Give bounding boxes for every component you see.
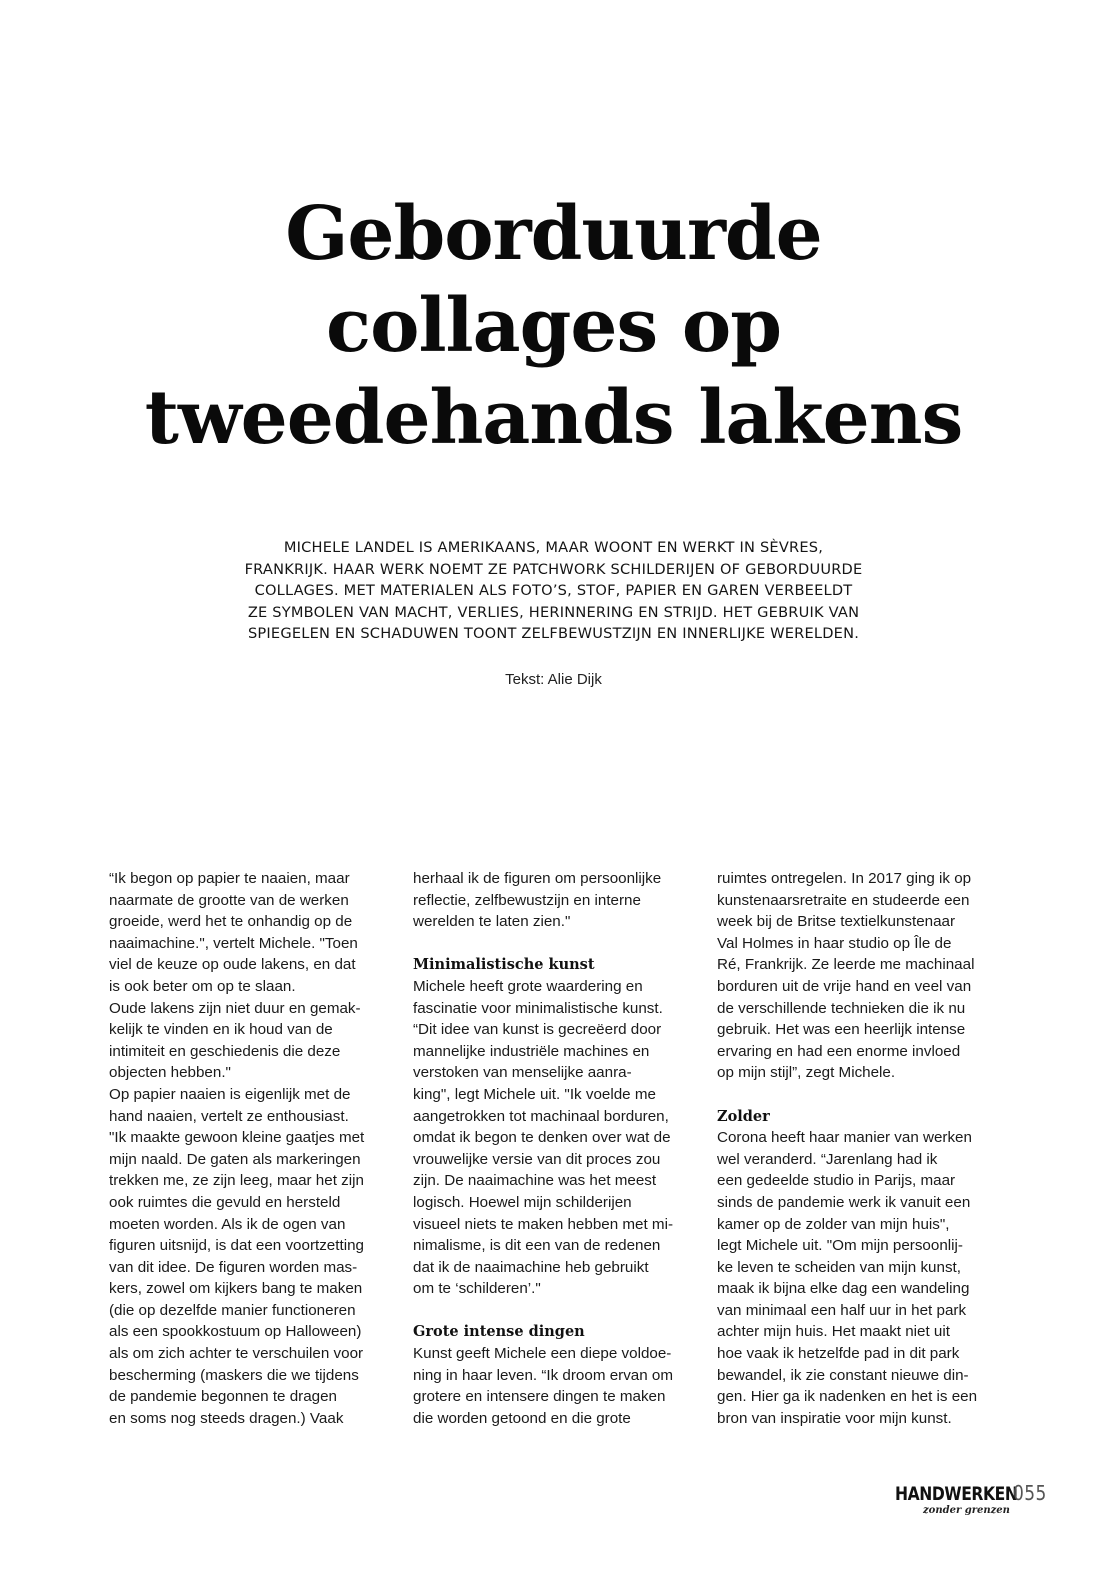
body-text-line: "Ik maakte gewoon kleine gaatjes met (109, 1129, 365, 1147)
body-text-line: van minimaal een half uur in het park (717, 1301, 967, 1319)
page-footer (895, 1483, 1055, 1523)
body-text-line: ruimtes ontregelen. In 2017 ging ik op (717, 870, 972, 887)
body-text-line: is ook beter om op te slaan. (109, 977, 296, 995)
body-text-line: objecten hebben." (109, 1064, 231, 1082)
body-text-line: als om zich achter te verschuilen voor (109, 1345, 364, 1363)
body-text-line: bewandel, ik zie constant nieuwe din- (717, 1366, 969, 1384)
body-text-line: Op papier naaien is eigenlijk met de (109, 1085, 351, 1103)
intro-line: COLLAGES. MET MATERIALEN ALS FOTO’S, STOF, PAPIER EN GAREN VERBEELDT (254, 582, 853, 599)
body-text-line: achter mijn huis. Het maakt niet uit (717, 1323, 950, 1341)
body-text-line: reflectie, zelfbewustzijn en interne (413, 891, 641, 909)
body-text-line: kers, zowel om kijkers bang te maken (109, 1280, 363, 1298)
body-text-line: week bij de Britse textielkunstenaar (717, 913, 956, 931)
title-line: Geborduurde (285, 191, 822, 277)
body-text-line: verstoken van menselijke aanra- (413, 1064, 632, 1082)
body-text-line: (die op dezelfde manier functioneren (109, 1301, 356, 1319)
body-text-line: werelden te laten zien." (413, 913, 571, 931)
body-text-line: en soms nog steeds dragen.) Vaak (109, 1409, 344, 1427)
body-text-line: intimiteit en geschiedenis die deze (109, 1042, 341, 1060)
body-text-line: viel de keuze op oude lakens, en dat (109, 956, 356, 974)
body-text-line: hand naaien, vertelt ze enthousiast. (109, 1107, 349, 1125)
title-line: tweedehands lakens (144, 375, 963, 461)
text-column-3 (717, 868, 997, 1429)
page-number: 055 (1013, 1481, 1047, 1505)
body-text-line: legt Michele uit. "Om mijn persoonlij- (717, 1237, 963, 1255)
section-heading-grote-intense-dingen: Grote intense dingen (413, 1323, 585, 1341)
body-text-line: groeide, werd het te onhandig op de (109, 913, 353, 931)
body-text-line: om te ‘schilderen’." (413, 1280, 541, 1298)
body-text-line: trekken me, ze zijn leeg, maar het zijn (109, 1172, 364, 1190)
section-heading-zolder: Zolder (717, 1107, 770, 1125)
body-text-line: ervaring en had een enorme invloed (717, 1042, 961, 1060)
paragraph-gap (717, 1084, 997, 1106)
body-text-line: naaimachine.", vertelt Michele. "Toen (109, 934, 358, 952)
body-text-line: sinds de pandemie werk ik vanuit een (717, 1193, 971, 1211)
author-credit: Tekst: Alie Dijk (505, 671, 602, 688)
section-heading-minimalistische-kunst: Minimalistische kunst (413, 956, 595, 974)
body-text-line: bron van inspiratie voor mijn kunst. (717, 1409, 952, 1427)
body-text-line: “Dit idee van kunst is gecreëerd door (413, 1021, 662, 1039)
intro-line: SPIEGELEN EN SCHADUWEN TOONT ZELFBEWUSTZIJN EN INNERLIJKE WERELDEN. (247, 625, 860, 642)
intro-line: MICHELE LANDEL IS AMERIKAANS, MAAR WOONT EN WERKT IN SÈVRES, (283, 539, 824, 556)
body-text-line: van dit idee. De figuren worden mas- (109, 1258, 358, 1276)
body-text-line: maak ik bijna elke dag een wandeling (717, 1280, 970, 1298)
body-text-line: mijn naald. De gaten als markeringen (109, 1150, 361, 1168)
body-text-line: Michele heeft grote waardering en (413, 977, 643, 995)
body-text-line: als een spookkostuum op Halloween) (109, 1323, 362, 1341)
body-text-line: kamer op de zolder van mijn huis", (717, 1215, 950, 1233)
body-text-line: fascinatie voor minimalistische kunst. (413, 999, 663, 1017)
body-text-line: borduren uit de vrije hand en veel van (717, 977, 972, 995)
body-text-line: visueel niets te maken hebben met mi- (413, 1215, 674, 1233)
body-text-line: hoe vaak ik hetzelfde pad in dit park (717, 1345, 960, 1363)
body-text-line: gen. Hier ga ik nadenken en het is een (717, 1388, 978, 1406)
body-text-line: op mijn stijl”, zegt Michele. (717, 1064, 896, 1082)
body-text-line: vrouwelijke versie van dit proces zou (413, 1150, 661, 1168)
body-text-line: moeten worden. Als ik de ogen van (109, 1215, 346, 1233)
body-text-line: logisch. Hoewel mijn schilderijen (413, 1193, 632, 1211)
body-text-line: “Ik begon op papier te naaien, maar (109, 870, 350, 887)
intro-line: FRANKRIJK. HAAR WERK NOEMT ZE PATCHWORK SCHILDERIJEN OF GEBORDUURDE (244, 560, 863, 578)
body-text-line: aangetrokken tot machinaal borduren, (413, 1107, 669, 1125)
body-text-line: de pandemie begonnen te dragen (109, 1388, 338, 1406)
body-text-line: gebruik. Het was een heerlijk intense (717, 1021, 966, 1039)
body-text-line: Oude lakens zijn niet duur en gemak- (109, 999, 361, 1017)
body-text-line: figuren uitsnijd, is dat een voortzetting (109, 1237, 364, 1255)
intro-paragraph (200, 537, 907, 645)
body-text-line: king", legt Michele uit. "Ik voelde me (413, 1085, 656, 1103)
paragraph-gap (413, 933, 693, 955)
body-text-line: de verschillende technieken die ik nu (717, 999, 966, 1017)
body-text-line: kunstenaarsretraite en studeerde een (717, 891, 970, 909)
body-text-line: Corona heeft haar manier van werken (717, 1129, 972, 1147)
body-text-line: ning in haar leven. “Ik droom ervan om (413, 1366, 674, 1384)
body-text-line: naarmate de grootte van de werken (109, 891, 349, 909)
body-text-line: Val Holmes in haar studio op Île de (717, 934, 952, 952)
text-column-2 (413, 868, 693, 1429)
body-text-line: bescherming (maskers die we tijdens (109, 1366, 359, 1384)
body-text-line: Ré, Frankrijk. Ze leerde me machinaal (717, 956, 975, 974)
body-text-line: wel veranderd. “Jarenlang had ik (717, 1150, 938, 1168)
body-text-line: zijn. De naaimachine was het meest (413, 1172, 657, 1190)
body-text-line: die worden getoond en die grote (413, 1409, 631, 1427)
body-text-line: mannelijke industriële machines en (413, 1042, 650, 1060)
body-text-line: ook ruimtes die gevuld en hersteld (109, 1193, 341, 1211)
magazine-logo: HANDWERKEN (895, 1483, 1018, 1505)
intro-line: ZE SYMBOLEN VAN MACHT, VERLIES, HERINNERING EN STRIJD. HET GEBRUIK VAN (247, 603, 860, 621)
magazine-tagline: zonder grenzen (923, 1505, 1010, 1516)
body-text-line: dat ik de naaimachine heb gebruikt (413, 1258, 649, 1276)
body-text-line: ke leven te scheiden van mijn kunst, (717, 1258, 961, 1276)
text-column-1 (109, 868, 389, 1429)
body-text-line: herhaal ik de figuren om persoonlijke (413, 870, 662, 887)
body-text-line: Kunst geeft Michele een diepe voldoe- (413, 1345, 672, 1363)
article-title (0, 188, 1107, 464)
body-text-line: nimalisme, is dit een van de redenen (413, 1237, 661, 1255)
body-text-line: een gedeelde studio in Parijs, maar (717, 1172, 956, 1190)
paragraph-gap (413, 1300, 693, 1322)
title-line: collages op (326, 283, 781, 369)
body-text-line: omdat ik begon te denken over wat de (413, 1129, 671, 1147)
body-text-line: grotere en intensere dingen te maken (413, 1388, 666, 1406)
body-text-line: kelijk te vinden en ik houd van de (109, 1021, 333, 1039)
